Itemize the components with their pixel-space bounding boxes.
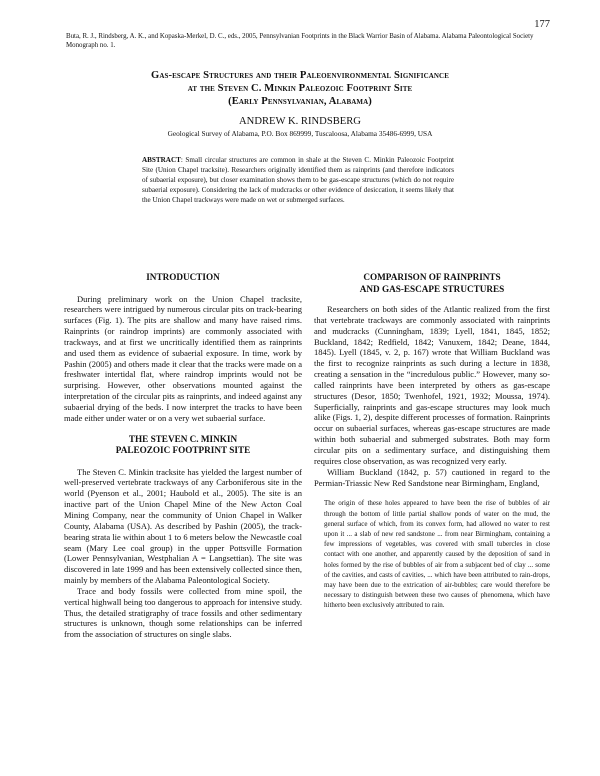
comparison-heading-line-2: AND GAS-ESCAPE STRUCTURES xyxy=(359,283,505,294)
paper-title xyxy=(40,69,560,108)
right-column xyxy=(314,272,550,611)
comparison-paragraph-1: Researchers on both sides of the Atlantic realized from the first that vertebrate trackways are commonly associated with rainprints and mudcracks (Cunningham, 1839; Lyell, 1841, 1845, 1852; Buckland, 1842; Redfield, 1842; Vanuxem, 1842; Deane, 1844, 1845). Lyell (1845, v. 2, p. 167) wrote that William Buckland was the first to recognize rainprints as such during a lecture in 1838, creating a sensation in the “incredulous public.” However, many so-called rainprints have been interpreted by others as gas-escape structures (Desor, 1850; Twenhofel, 1921, 1932; Moussa, 1974). Superficially, rainprints and gas-escape structures may look much alike (Figs. 1, 2), despite different processes of formation. Rainprints occur on subaerial surfaces, whereas gas-escape structures are made within both subaerial and submerged substrates. Both may form circular pits on a sedimentary surface, and distinguishing them requires close observation, as was recognized very early. xyxy=(314,304,550,466)
left-column xyxy=(64,272,302,640)
title-line-1: Gas-escape Structures and their Paleoenvironmental Significance xyxy=(151,70,449,81)
introduction-paragraph: During preliminary work on the Union Chapel tracksite, researchers were intrigued by numerous circular pits on track-bearing surfaces (Fig. 1). The pits are shallow and many have raised rims. Rainprints (or raindrop imprints) are commonly associated with trackways, and at first we uncritically identified them as rainprints and used them as evidence of subaerial exposure. In time, work by Pashin (2005) and others made it clear that the tracks were made on a freshwater intertidal flat, where raindrop imprints would not be surprising. However, other observations mounted against the interpretation of the circular pits as rainprints, and indeed against any subaerial drying of the beds. I now interpret the tracks to have been made either under water or on a very wet subaerial surface. xyxy=(64,293,302,423)
minkin-paragraph-1: The Steven C. Minkin tracksite has yielded the largest number of well-preserved vertebrate trackways of any Carboniferous site in the world (Pyenson et al., 2001; Haubold et al., 2005). The site is an inactive part of the Union Chapel Mine of the New Acton Coal Mining Company, near the community of Union Chapel in Walker County, Alabama (USA). As described by Pashin (2005), the track-bearing strata lie within about 1 to 6 meters below the Newcastle coal seam (Mary Lee coal group) in the upper Pottsville Formation (Lower Pennsylvanian, Westphalian A = Langsettian). The site was discovered in late 1999 and has been extensively collected since then, mainly by members of the Alabama Paleontological Society. xyxy=(64,466,302,586)
author-name: ANDREW K. RINDSBERG xyxy=(239,116,361,127)
comparison-paragraph-2: William Buckland (1842, p. 57) cautioned in regard to the Permian-Triassic New Red Sandstone near Birmingham, England, xyxy=(314,466,550,488)
title-line-3: (Early Pennsylvanian, Alabama) xyxy=(228,96,372,107)
block-quote-text: The origin of these holes appeared to have been the rise of bubbles of air through the bottom of little partial shallow ponds of water on the mud, the general surface of which, from its convex form, had allowed no water to rest upon it ... a slab of new red sandstone ... from near Birmingham, containing a few impressions of vegetables, was covered with small tubercles in close contact with one another, and apparently caused by the deposition of sand in holes formed by the rise of bubbles of air from a subjacent bed of clay ... some of the cavities, and casts of cavities, ... which have been attributed to rain-drops, may have been due to the extrication of air-bubbles; care would therefore be necessary to distinguish between these two causes of phenomena, which have hitherto been exclusively attributed to rain. xyxy=(324,499,550,610)
abstract-text: : Small circular structures are common in shale at the Steven C. Minkin Paleozoic Footprint Site (Union Chapel tracksite). Researchers originally identified them as rainprints (and therefore indicators of subaerial exposure), but closer examination shows them to be gas-escape structures (which do not require subaerial exposure). Considering the lack of mudcracks or other evidence of desiccation, it seems likely that the Union Chapel trackways were made on wet or submerged surfaces. xyxy=(142,156,454,204)
title-line-2: at the Steven C. Minkin Paleozoic Footprint Site xyxy=(187,83,413,94)
comparison-heading-line-1: COMPARISON OF RAINPRINTS xyxy=(363,272,501,282)
abstract xyxy=(142,156,454,206)
minkin-heading xyxy=(64,434,302,457)
block-quote xyxy=(324,498,550,610)
minkin-heading-line-1: THE STEVEN C. MINKIN xyxy=(128,433,238,444)
minkin-paragraph-2: Trace and body fossils were collected from mine spoil, the vertical highwall being too dangerous to approach for intensive study. Thus, the detailed stratigraphy of trace fossils and other sedimentary structures is unknown, though some relationships can be inferred from the association of structures on single slabs. xyxy=(64,585,302,640)
page-number: 177 xyxy=(534,19,550,30)
author-affiliation: Geological Survey of Alabama, P.O. Box 869999, Tuscaloosa, Alabama 35486-6999, USA xyxy=(167,129,433,138)
citation-header: Buta, R. J., Rindsberg, A. K., and Kopaska-Merkel, D. C., eds., 2005, Pennsylvanian Footprints in the Black Warrior Basin of Alabama. Alabama Paleontological Society Monograph no. 1. xyxy=(66,33,534,49)
minkin-heading-line-2: PALEOZOIC FOOTPRINT SITE xyxy=(115,445,251,456)
comparison-heading xyxy=(314,272,550,295)
introduction-heading: INTRODUCTION xyxy=(146,272,220,282)
abstract-label: ABSTRACT xyxy=(142,156,181,164)
